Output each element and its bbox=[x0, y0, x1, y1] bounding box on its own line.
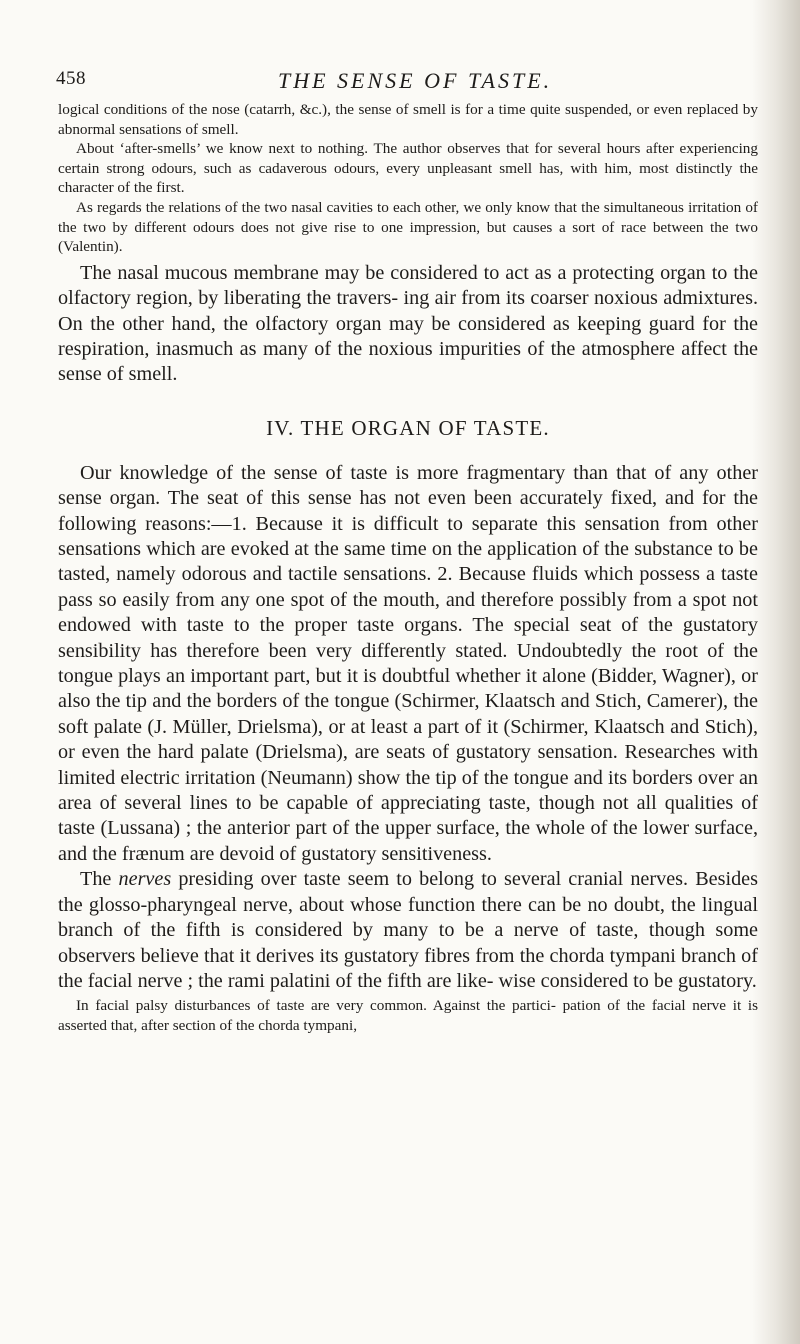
running-head: THE SENSE OF TASTE. bbox=[278, 68, 553, 93]
nerves-rest-text: presiding over taste seem to belong to several cranial nerves. Besides the glosso-pharyngeal nerve, about whose function there can be no doubt, the lingual branch of the fifth is considered by many to be a nerve of taste, though some observers believe that it derives its gustatory fibres from the chorda tympani branch of the facial nerve ; the rami palatini of the fifth are like- wise considered to be gustatory. bbox=[58, 868, 758, 992]
section-heading: IV. THE ORGAN OF TASTE. bbox=[266, 415, 550, 440]
paragraph-nasal-mucous-membrane: The nasal mucous membrane may be considered to act as a protecting organ to the olfactory region, by liberating the travers- ing air from its coarser noxious admixtures. On the other hand, the olfactory organ may be considered as keeping guard for the respiration, inasmuch as many of the noxious impurities of the atmosphere affect the sense of smell. bbox=[58, 261, 758, 386]
page-header bbox=[0, 68, 800, 98]
nerves-lead-text: The bbox=[80, 868, 119, 891]
paragraph-nerves-of-taste bbox=[58, 867, 758, 994]
nerves-emphasis: nerves bbox=[118, 868, 172, 891]
paragraph-knowledge-of-taste: Our knowledge of the sense of taste is more fragmentary than that of any other sense organ. The seat of this sense has not even been accurately fixed, and for the following reasons:—1. Because it is difficult to separate this sensation from other sensations which are evoked at the same time on the application of the substance to be tasted, namely odorous and tactile sensations. 2. Because fluids which possess a taste pass so easily from any one spot of the mouth, and therefore possibly from a spot not endowed with taste to the proper taste organs. The special seat of the gustatory sensibility has therefore been very differently stated. Undoubtedly the root of the tongue plays an important part, but it is doubtful whether it alone (Bidder, Wagner), or also the tip and the borders of the tongue (Schirmer, Klaatsch and Stich, Camerer), the soft palate (J. Müller, Drielsma), or at least a part of it (Schirmer, Klaatsch and Stich), or even the hard palate (Drielsma), are seats of gustatory sensation. Researches with limited electric irritation (Neumann) show the tip of the tongue and its borders over an area of several lines to be capable of appreciating taste, though not all qualities of taste (Lussana) ; the anterior part of the upper surface, the whole of the lower surface, and the frænum are devoid of gustatory sensitiveness. bbox=[58, 461, 758, 865]
page-number: 458 bbox=[56, 68, 86, 89]
paragraph-after-smells: About ‘after-smells’ we know next to nothing. The author observes that for several hours after experiencing certain strong odours, such as cadaverous odours, every unpleasant smell has, with him, most distinctly the character of the first. bbox=[58, 140, 758, 197]
paragraph-facial-palsy: In facial palsy disturbances of taste are very common. Against the partici- pation of the facial nerve it is asserted that, after section of the chorda tympani, bbox=[58, 997, 758, 1034]
paragraph-nasal-cavities: As regards the relations of the two nasal cavities to each other, we only know that the simultaneous irritation of the two by different odours does not give rise to one impression, but causes a sort of race between the two (Valentin). bbox=[58, 198, 758, 256]
paragraph-nasal-conditions: logical conditions of the nose (catarrh, &c.), the sense of smell is for a time quite suspended, or even replaced by abnormal sensations of smell. bbox=[58, 101, 758, 138]
body-text bbox=[58, 100, 758, 1036]
